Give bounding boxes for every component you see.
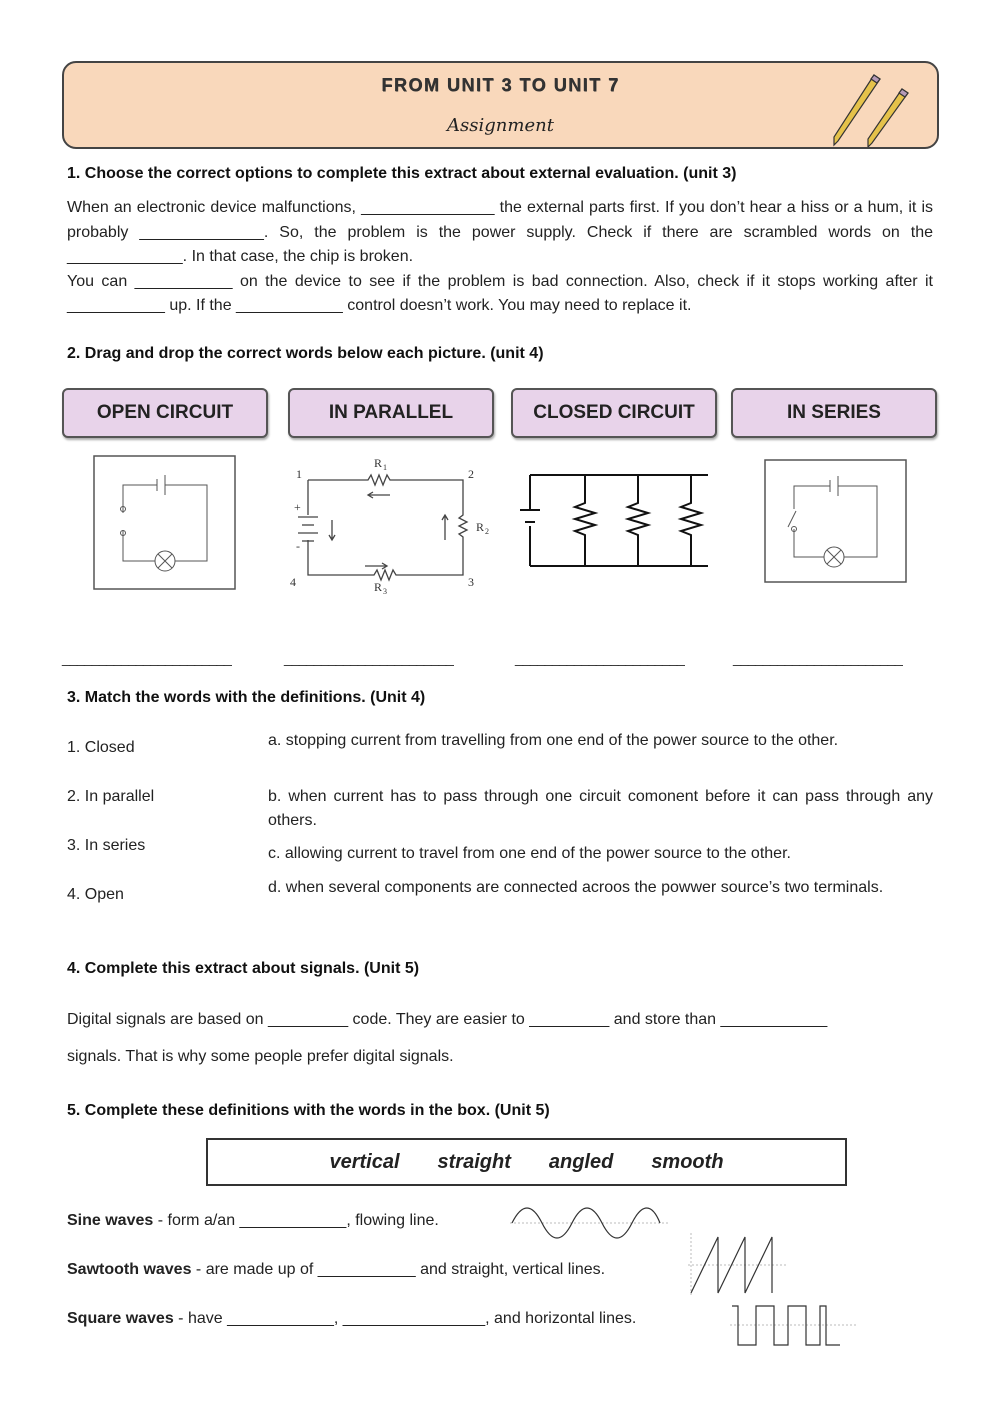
match-word: 1. Closed bbox=[67, 739, 135, 756]
question-4-line-2: signals. That is why some people prefer digital signals. bbox=[67, 1048, 454, 1065]
square-definition bbox=[67, 1310, 636, 1328]
definition-text: - have ____________, ________________, and horizontal lines. bbox=[173, 1310, 637, 1327]
term: Sine waves bbox=[67, 1212, 154, 1229]
question-2-heading: 2. Drag and drop the correct words below each picture. (unit 4) bbox=[67, 345, 544, 362]
paragraph: When an electronic device malfunctions, _______________ the external parts first. If you don’t hear a hiss or a hum, it is probably ______________. So, the problem is the power supply. Check if there are scrambled words on the _____________. In that case, the chip is broken. bbox=[67, 199, 933, 265]
sine-definition bbox=[67, 1212, 439, 1230]
worksheet-subtitle: Assignment bbox=[447, 115, 554, 136]
minus-sign: - bbox=[296, 539, 300, 553]
sine-wave-icon bbox=[510, 1205, 670, 1241]
pencils-icon bbox=[824, 71, 914, 147]
node-label: 1 bbox=[296, 467, 302, 481]
word: smooth bbox=[651, 1150, 724, 1173]
header-banner bbox=[62, 61, 939, 149]
definition-text: - are made up of ___________ and straight, vertical lines. bbox=[191, 1261, 606, 1278]
question-4-line-1: Digital signals are based on _________ code. They are easier to _________ and store than ____________ bbox=[67, 1011, 828, 1028]
answer-blank-1[interactable]: _______________________ bbox=[62, 650, 231, 667]
paragraph: You can ___________ on the device to see if the problem is bad connection. Also, check if it stops working after it ___________ up. If the ____________ control doesn’t work. You may need to replace it. bbox=[67, 272, 933, 314]
match-definition: c. allowing current to travel from one end of the power source to the other. bbox=[268, 845, 791, 862]
subscript: 1 bbox=[383, 463, 387, 472]
option-open-circuit[interactable]: OPEN CIRCUIT bbox=[62, 388, 268, 438]
option-in-parallel[interactable]: IN PARALLEL bbox=[288, 388, 494, 438]
match-definition: b. when current has to pass through one circuit comonent before it can pass through any others. bbox=[268, 788, 933, 829]
question-3-heading: 3. Match the words with the definitions. (Unit 4) bbox=[67, 689, 426, 706]
open-circuit-diagram bbox=[93, 455, 237, 591]
answer-blank-2[interactable]: _______________________ bbox=[284, 650, 453, 667]
question-4-heading: 4. Complete this extract about signals. (Unit 5) bbox=[67, 960, 420, 977]
term: Square waves bbox=[67, 1310, 174, 1327]
question-1-heading: 1. Choose the correct options to complete this extract about external evaluation. (unit 3) bbox=[67, 165, 737, 182]
node-label: 4 bbox=[290, 575, 296, 589]
definition-text: - form a/an ____________, flowing line. bbox=[153, 1212, 439, 1229]
match-word: 3. In series bbox=[67, 837, 146, 854]
question-1-text bbox=[67, 196, 933, 319]
answer-blank-4[interactable]: _______________________ bbox=[733, 650, 902, 667]
node-label: 3 bbox=[468, 575, 474, 589]
term: Sawtooth waves bbox=[67, 1261, 192, 1278]
match-word: 2. In parallel bbox=[67, 788, 155, 805]
resistor-label: R bbox=[374, 456, 383, 470]
sawtooth-wave-icon bbox=[688, 1233, 788, 1298]
word: vertical bbox=[329, 1150, 400, 1173]
word-box bbox=[206, 1138, 847, 1186]
resistor-label: R bbox=[476, 520, 485, 534]
subscript: 2 bbox=[485, 527, 489, 536]
match-definition: d. when several components are connected acroos the powwer source’s two terminals. bbox=[268, 879, 884, 896]
subscript: 3 bbox=[383, 587, 387, 596]
square-wave-icon bbox=[730, 1303, 860, 1349]
worksheet-title: FROM UNIT 3 TO UNIT 7 bbox=[381, 75, 620, 95]
question-5-heading: 5. Complete these definitions with the words in the box. (Unit 5) bbox=[67, 1102, 550, 1119]
closed-circuit-diagram bbox=[764, 459, 908, 585]
plus-sign: + bbox=[294, 500, 301, 514]
series-circuit-diagram bbox=[290, 455, 490, 600]
node-label: 2 bbox=[468, 467, 474, 481]
match-definition: a. stopping current from travelling from one end of the power source to the other. bbox=[268, 732, 839, 749]
match-word: 4. Open bbox=[67, 886, 124, 903]
option-closed-circuit[interactable]: CLOSED CIRCUIT bbox=[511, 388, 717, 438]
word: angled bbox=[548, 1150, 614, 1173]
word: straight bbox=[437, 1150, 511, 1173]
answer-blank-3[interactable]: _______________________ bbox=[515, 650, 684, 667]
resistor-label: R bbox=[374, 580, 383, 594]
option-in-series[interactable]: IN SERIES bbox=[731, 388, 937, 438]
sawtooth-definition bbox=[67, 1261, 605, 1279]
parallel-circuit-diagram bbox=[515, 470, 715, 570]
